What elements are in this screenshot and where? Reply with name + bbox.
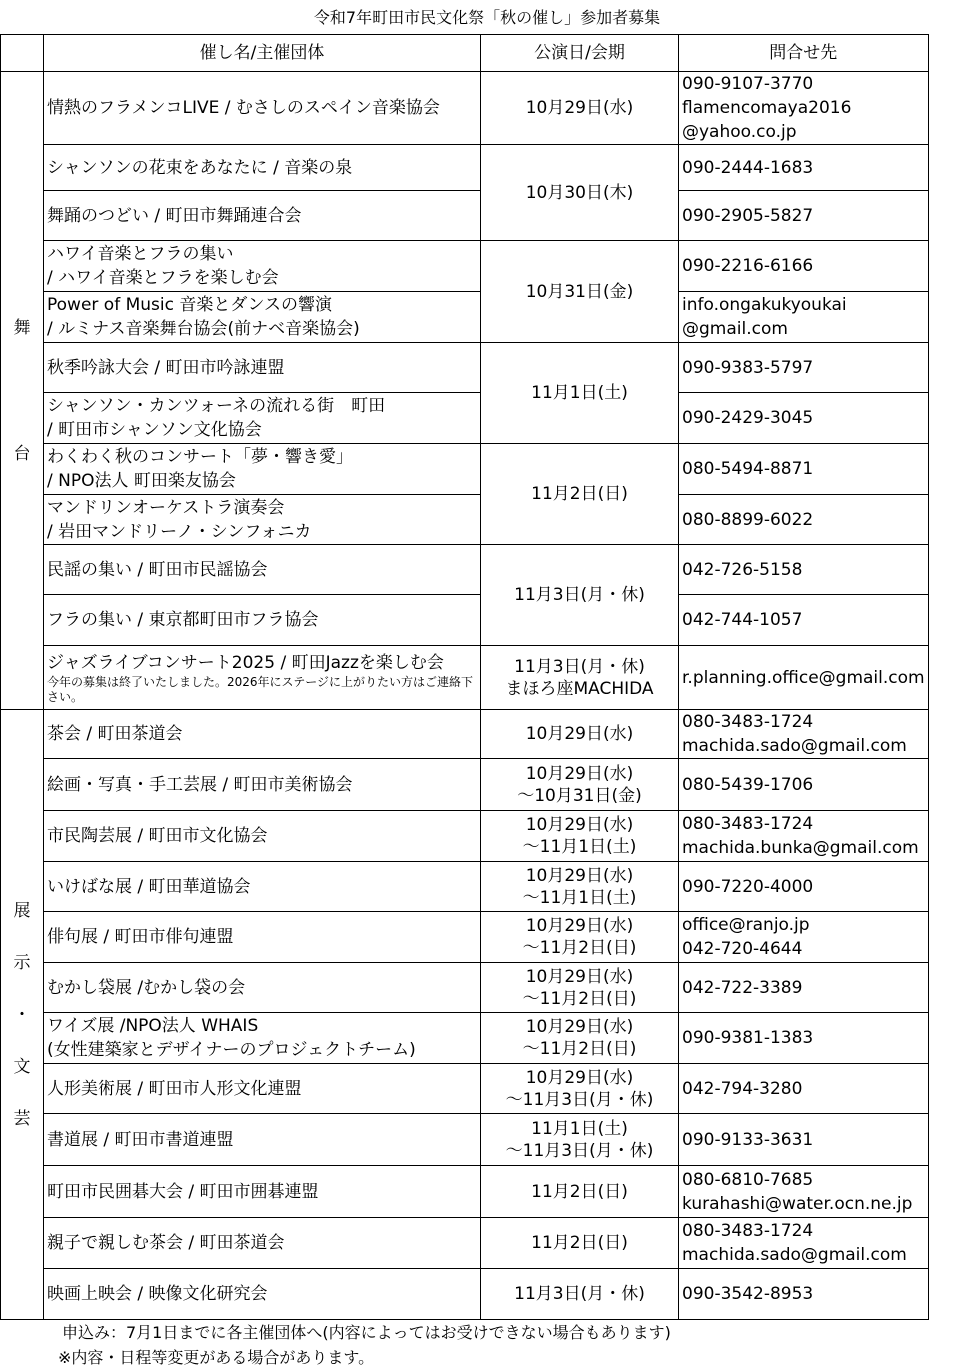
date-cell [481, 1166, 679, 1218]
table-row [1, 710, 929, 759]
event-date: ～11月2日(日) [522, 1039, 637, 1059]
contact-info: 090-9383-5797 [682, 357, 814, 378]
event-date: 10月29日(水) [525, 1017, 634, 1037]
contact-info: 090-2216-6166 [682, 256, 814, 276]
table-row [1, 1013, 929, 1064]
event-name: 俳句展 / 町田市俳句連盟 [47, 927, 234, 947]
event-date: 10月29日(水) [525, 916, 634, 936]
category-char: 展 [13, 900, 31, 921]
table-row [1, 72, 929, 145]
table-row [1, 1114, 929, 1166]
contact-cell [679, 1218, 929, 1269]
header-contact: 問合せ先 [679, 35, 929, 72]
event-name: マンドリンオーケストラ演奏会 [47, 497, 285, 518]
event-cell [44, 963, 481, 1013]
contact-cell [679, 1166, 929, 1218]
contact-info: office@ranjo.jp [682, 915, 810, 935]
event-date: 11月3日(月・休) [514, 585, 645, 605]
event-name: 町田市民囲碁大会 / 町田市囲碁連盟 [47, 1181, 319, 1202]
date-cell [481, 545, 679, 646]
date-cell [481, 145, 679, 241]
table-row [1, 759, 929, 811]
event-name: 舞踊のつどい / 町田市舞踊連合会 [47, 205, 302, 226]
event-name: シャンソン・カンツォーネの流れる街 町田 [47, 396, 386, 416]
category-char: 示 [13, 952, 31, 973]
contact-cell [679, 1269, 929, 1320]
event-cell [44, 759, 481, 811]
date-cell [481, 646, 679, 710]
contact-cell [679, 145, 929, 191]
event-date: ～11月1日(土) [522, 887, 637, 908]
event-date: 11月2日(日) [531, 484, 628, 504]
table-row [1, 343, 929, 393]
event-name: シャンソンの花束をあなたに / 音楽の泉 [47, 157, 353, 178]
event-date: 11月3日(月・休) [514, 656, 645, 677]
contact-info: machida.sado@gmail.com [682, 1245, 907, 1265]
event-name: (女性建築家とデザイナーのプロジェクトチーム) [47, 1040, 416, 1060]
event-cell [44, 444, 481, 495]
date-cell [481, 710, 679, 759]
contact-info: 080-5494-8871 [682, 459, 814, 479]
table-row [1, 595, 929, 646]
event-cell [44, 1114, 481, 1166]
contact-info: kurahashi@water.ocn.ne.jp [682, 1193, 913, 1214]
date-cell [481, 444, 679, 545]
header-date: 公演日/会期 [481, 35, 679, 72]
contact-info: 080-3483-1724 [682, 1221, 814, 1241]
table-row [1, 646, 929, 710]
date-cell [481, 912, 679, 963]
contact-cell [679, 912, 929, 963]
event-date: ～11月3日(月・休) [505, 1140, 654, 1161]
event-name: 秋季吟詠大会 / 町田市吟詠連盟 [47, 357, 285, 378]
event-date: 11月1日(土) [531, 1118, 628, 1139]
event-name: 人形美術展 / 町田市人形文化連盟 [47, 1078, 302, 1099]
contact-info: 042-722-3389 [682, 977, 803, 998]
contact-cell [679, 963, 929, 1013]
contact-info: 090-3542-8953 [682, 1284, 814, 1304]
event-date: 11月2日(日) [531, 1233, 628, 1253]
table-row [1, 1218, 929, 1269]
event-cell [44, 1013, 481, 1064]
date-cell [481, 759, 679, 811]
footer-change-note: ※内容・日程等変更がある場合があります。 [58, 1348, 375, 1367]
date-cell [481, 72, 679, 145]
contact-info: 090-2444-1683 [682, 157, 814, 178]
event-date: 10月31日(金) [525, 281, 634, 302]
event-cell [44, 495, 481, 545]
contact-info: machida.bunka@gmail.com [682, 838, 919, 858]
event-cell [44, 646, 481, 710]
contact-info: info.ongakukyoukai [682, 295, 847, 315]
contact-cell [679, 1013, 929, 1064]
date-cell [481, 963, 679, 1013]
contact-cell [679, 862, 929, 912]
event-cell [44, 1064, 481, 1114]
table-row [1, 145, 929, 191]
date-cell [481, 1218, 679, 1269]
contact-info: 090-9381-1383 [682, 1028, 814, 1048]
date-cell [481, 811, 679, 862]
category-char: ・ [13, 1004, 31, 1025]
contact-info: r.planning.office@gmail.com [682, 667, 925, 688]
event-cell [44, 343, 481, 393]
events-table [0, 34, 929, 1320]
event-name: いけばな展 / 町田華道協会 [47, 876, 251, 897]
table-row [1, 1166, 929, 1218]
table-header-row [1, 35, 929, 72]
table-row [1, 1064, 929, 1114]
event-date: 10月29日(水) [525, 815, 634, 835]
table-row [1, 1269, 929, 1320]
category-char: 台 [13, 443, 31, 464]
contact-info: 090-2429-3045 [682, 408, 814, 428]
contact-info: @yahoo.co.jp [682, 122, 797, 142]
contact-info: 080-3483-1724 [682, 712, 814, 732]
event-name: ジャズライブコンサート2025 / 町田Jazzを楽しむ会 [47, 652, 444, 673]
contact-cell [679, 393, 929, 444]
contact-cell [679, 72, 929, 145]
date-cell [481, 343, 679, 444]
contact-cell [679, 811, 929, 862]
category-char: 芸 [13, 1108, 31, 1129]
event-cell [44, 811, 481, 862]
event-cell [44, 72, 481, 145]
event-name: 民謡の集い / 町田市民謡協会 [47, 559, 268, 580]
event-cell [44, 1269, 481, 1320]
date-cell [481, 862, 679, 912]
contact-info: 090-2905-5827 [682, 205, 814, 226]
event-date: まほろ座MACHIDA [505, 678, 654, 699]
event-cell [44, 710, 481, 759]
event-date: 11月3日(月・休) [514, 1284, 645, 1304]
table-row [1, 292, 929, 343]
contact-cell [679, 241, 929, 292]
contact-info: 042-744-1057 [682, 610, 803, 630]
event-cell [44, 595, 481, 646]
event-cell [44, 1166, 481, 1218]
event-date: 11月1日(土) [531, 383, 628, 403]
event-date: 10月29日(水) [525, 763, 634, 784]
event-cell [44, 1218, 481, 1269]
contact-cell [679, 710, 929, 759]
table-row [1, 862, 929, 912]
contact-cell [679, 191, 929, 241]
table-row [1, 963, 929, 1013]
date-cell [481, 241, 679, 343]
table-row [1, 495, 929, 545]
event-date: ～11月1日(土) [522, 837, 637, 857]
contact-cell [679, 759, 929, 811]
event-name: むかし袋展 /むかし袋の会 [47, 977, 246, 998]
table-row [1, 444, 929, 495]
contact-cell [679, 495, 929, 545]
table-row [1, 393, 929, 444]
contact-info: flamencomaya2016 [682, 98, 852, 118]
event-date: ～11月2日(日) [522, 938, 637, 958]
event-name: 書道展 / 町田市書道連盟 [47, 1129, 234, 1150]
event-name: ハワイ音楽とフラの集い [47, 244, 234, 264]
table-row [1, 191, 929, 241]
date-cell [481, 1013, 679, 1064]
event-date: ～11月2日(日) [522, 988, 637, 1009]
event-cell [44, 862, 481, 912]
event-name: 絵画・写真・手工芸展 / 町田市美術協会 [47, 774, 353, 795]
event-date: 10月29日(水) [525, 966, 634, 987]
event-name: / ハワイ音楽とフラを楽しむ会 [47, 268, 279, 288]
contact-cell [679, 646, 929, 710]
contact-cell [679, 595, 929, 646]
event-cell [44, 545, 481, 595]
table-row [1, 811, 929, 862]
event-cell [44, 191, 481, 241]
event-date: 10月29日(水) [525, 724, 634, 744]
date-cell [481, 1269, 679, 1320]
event-name: / 町田市シャンソン文化協会 [47, 420, 262, 440]
contact-info: 080-3483-1724 [682, 814, 814, 834]
event-name: 茶会 / 町田茶道会 [47, 724, 183, 744]
event-cell [44, 241, 481, 292]
table-row [1, 241, 929, 292]
table-row [1, 545, 929, 595]
table-row [1, 912, 929, 963]
contact-info: 090-9107-3770 [682, 74, 814, 94]
event-name: 情熱のフラメンコLIVE / むさしのスペイン音楽協会 [47, 98, 440, 118]
event-cell [44, 145, 481, 191]
date-cell [481, 1114, 679, 1166]
contact-cell [679, 343, 929, 393]
footer-application-note: 申込み：7月1日までに各主催団体へ(内容によってはお受けできない場合もあります) [62, 1323, 671, 1342]
event-date: 10月29日(水) [525, 1067, 634, 1088]
event-name: ワイズ展 /NPO法人 WHAIS [47, 1016, 259, 1036]
contact-info: 042-726-5158 [682, 559, 803, 580]
event-note: 今年の募集は終了いたしました。2026年にステージに上がりたい方はご連絡下さい。 [47, 674, 474, 704]
event-name: 親子で親しむ茶会 / 町田茶道会 [47, 1233, 285, 1253]
contact-info: 080-5439-1706 [682, 774, 814, 795]
category-char: 文 [13, 1056, 31, 1077]
category-stage [1, 72, 44, 710]
event-date: ～11月3日(月・休) [505, 1089, 654, 1110]
event-name: 市民陶芸展 / 町田市文化協会 [47, 826, 268, 846]
event-date: 10月30日(木) [525, 182, 634, 203]
contact-cell [679, 545, 929, 595]
contact-info: 080-6810-7685 [682, 1169, 814, 1190]
contact-info: 080-8899-6022 [682, 509, 814, 530]
contact-info: 042-794-3280 [682, 1078, 803, 1099]
event-date: ～10月31日(金) [517, 785, 642, 806]
event-name: 映画上映会 / 映像文化研究会 [47, 1284, 268, 1304]
event-name: / ルミナス音楽舞台協会(前ナベ音楽協会) [47, 319, 360, 339]
contact-info: @gmail.com [682, 319, 788, 339]
category-char: 舞 [13, 317, 31, 338]
event-date: 10月29日(水) [525, 98, 634, 118]
event-date: 10月29日(水) [525, 865, 634, 886]
contact-cell [679, 444, 929, 495]
contact-info: machida.sado@gmail.com [682, 736, 907, 756]
event-name: わくわく秋のコンサート「夢・響き愛」 [47, 447, 353, 467]
contact-cell [679, 1064, 929, 1114]
event-cell [44, 393, 481, 444]
page-title: 令和7年町田市民文化祭「秋の催し」参加者募集 [313, 8, 661, 27]
event-name: Power of Music 音楽とダンスの響演 [47, 295, 333, 315]
contact-info: 090-7220-4000 [682, 876, 814, 897]
contact-cell [679, 1114, 929, 1166]
header-event: 催し名/主催団体 [44, 35, 481, 72]
date-cell [481, 1064, 679, 1114]
event-name: / NPO法人 町田楽友協会 [47, 471, 236, 491]
event-name: フラの集い / 東京都町田市フラ協会 [47, 610, 319, 630]
contact-cell [679, 292, 929, 343]
event-cell [44, 912, 481, 963]
event-date: 11月2日(日) [531, 1181, 628, 1202]
contact-info: 042-720-4644 [682, 939, 803, 959]
event-name: / 岩田マンドリーノ・シンフォニカ [47, 521, 312, 542]
event-cell [44, 292, 481, 343]
contact-info: 090-9133-3631 [682, 1129, 814, 1150]
category-exhibit [1, 710, 44, 1320]
